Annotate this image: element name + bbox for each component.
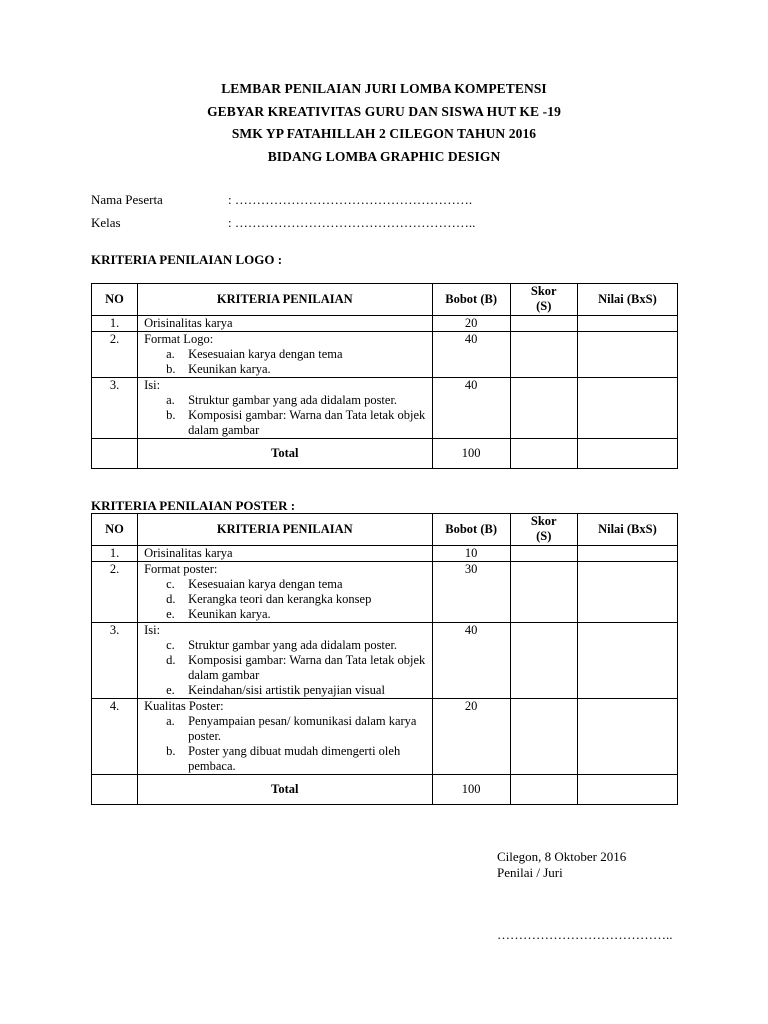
bobot-value: 20: [432, 316, 510, 332]
criteria-cell: [138, 546, 433, 562]
sub-criteria-list: [138, 577, 432, 622]
skor-cell[interactable]: [510, 623, 577, 699]
sub-criteria-marker: b.: [166, 744, 176, 758]
sub-criteria-marker: e.: [166, 683, 175, 697]
sub-criteria-text: Keunikan karya.: [188, 362, 271, 376]
sub-criteria-item: [138, 347, 432, 362]
sub-criteria-item: [138, 744, 432, 774]
col-skor-line1: Skor: [530, 514, 557, 528]
sub-criteria-text: Struktur gambar yang ada didalam poster.: [188, 638, 398, 652]
sub-criteria-text: Keunikan karya.: [188, 607, 271, 621]
sub-criteria-marker: a.: [166, 714, 175, 728]
sub-criteria-item: [138, 393, 432, 408]
total-no-cell: [92, 439, 138, 469]
sub-criteria-text: Komposisi gambar: Warna dan Tata letak objek dalam gambar: [188, 653, 426, 682]
col-bobot-header: Bobot (B): [432, 284, 510, 316]
criteria-main-text: Orisinalitas karya: [144, 316, 233, 330]
criteria-row: [92, 332, 678, 378]
sub-criteria-item: [138, 714, 432, 744]
sub-criteria-item: [138, 653, 432, 683]
row-number: 1.: [92, 546, 138, 562]
col-no-header: NO: [92, 284, 138, 316]
nilai-cell[interactable]: [577, 316, 677, 332]
sub-criteria-item: [138, 607, 432, 622]
signature-role: Penilai / Juri: [497, 865, 563, 880]
criteria-main-text: Format Logo:: [144, 332, 214, 346]
skor-cell[interactable]: [510, 332, 577, 378]
header-line-1: LEMBAR PENILAIAN JURI LOMBA KOMPETENSI: [221, 81, 547, 96]
col-skor-line2: (S): [536, 529, 552, 543]
sub-criteria-marker: d.: [166, 653, 176, 667]
criteria-row: [92, 623, 678, 699]
signature-place-date: Cilegon, 8 Oktober 2016: [497, 849, 627, 864]
sub-criteria-marker: c.: [166, 577, 175, 591]
col-kriteria-header: KRITERIA PENILAIAN: [138, 514, 433, 546]
col-bobot-header: Bobot (B): [432, 514, 510, 546]
col-skor-header: [510, 514, 577, 546]
sub-criteria-marker: b.: [166, 408, 176, 422]
sub-criteria-text: Kesesuaian karya dengan tema: [188, 577, 343, 591]
sub-criteria-text: Komposisi gambar: Warna dan Tata letak objek dalam gambar: [188, 408, 426, 437]
bobot-value: 10: [432, 546, 510, 562]
criteria-row: [92, 378, 678, 439]
logo-rows: [92, 316, 678, 439]
sub-criteria-item: [138, 362, 432, 377]
sub-criteria-text: Kesesuaian karya dengan tema: [188, 347, 343, 361]
nama-peserta-field: [91, 192, 472, 208]
header-line-4: BIDANG LOMBA GRAPHIC DESIGN: [267, 148, 501, 164]
criteria-cell: [138, 332, 433, 378]
sub-criteria-item: [138, 408, 432, 438]
nilai-cell[interactable]: [577, 546, 677, 562]
poster-criteria-table: [91, 513, 678, 805]
nama-peserta-label: Nama Peserta: [91, 192, 163, 207]
criteria-row: [92, 316, 678, 332]
row-number: 3.: [92, 623, 138, 699]
nilai-cell[interactable]: [577, 378, 677, 439]
poster-section-title: KRITERIA PENILAIAN POSTER :: [91, 498, 296, 513]
sub-criteria-list: [138, 638, 432, 698]
criteria-main-text: Kualitas Poster:: [144, 699, 224, 713]
nilai-cell[interactable]: [577, 332, 677, 378]
bobot-value: 20: [432, 699, 510, 775]
logo-total-skor-cell[interactable]: [510, 439, 577, 469]
skor-cell[interactable]: [510, 562, 577, 623]
sub-criteria-item: [138, 683, 432, 698]
bobot-value: 30: [432, 562, 510, 623]
sub-criteria-text: Kerangka teori dan kerangka konsep: [188, 592, 372, 606]
sub-criteria-marker: a.: [166, 393, 175, 407]
total-label: Total: [138, 775, 433, 805]
logo-total-value: 100: [432, 439, 510, 469]
criteria-cell: [138, 562, 433, 623]
nilai-cell[interactable]: [577, 623, 677, 699]
sub-criteria-marker: a.: [166, 347, 175, 361]
row-number: 3.: [92, 378, 138, 439]
row-number: 1.: [92, 316, 138, 332]
sub-criteria-list: [138, 714, 432, 774]
document-header: [0, 78, 768, 168]
logo-section-title: KRITERIA PENILAIAN LOGO :: [91, 252, 283, 267]
signature-line: …………………………………..: [497, 927, 673, 942]
poster-rows: [92, 546, 678, 775]
criteria-main-text: Orisinalitas karya: [144, 546, 233, 560]
sub-criteria-item: [138, 577, 432, 592]
sub-criteria-marker: b.: [166, 362, 176, 376]
sub-criteria-marker: c.: [166, 638, 175, 652]
col-nilai-header: Nilai (BxS): [577, 514, 677, 546]
bobot-value: 40: [432, 378, 510, 439]
poster-total-skor-cell[interactable]: [510, 775, 577, 805]
sub-criteria-item: [138, 592, 432, 607]
row-number: 2.: [92, 562, 138, 623]
kelas-label: Kelas: [91, 215, 121, 230]
criteria-row: [92, 546, 678, 562]
header-line-3: SMK YP FATAHILLAH 2 CILEGON TAHUN 2016: [231, 126, 537, 141]
sub-criteria-text: Struktur gambar yang ada didalam poster.: [188, 393, 398, 407]
row-number: 4.: [92, 699, 138, 775]
kelas-field: [91, 215, 475, 231]
col-skor-header: [510, 284, 577, 316]
total-no-cell: [92, 775, 138, 805]
col-no-header: NO: [92, 514, 138, 546]
criteria-cell: [138, 699, 433, 775]
logo-total-nilai-cell[interactable]: [577, 439, 677, 469]
sub-criteria-text: Penyampaian pesan/ komunikasi dalam karya poster.: [188, 714, 417, 743]
nilai-cell[interactable]: [577, 562, 677, 623]
skor-cell[interactable]: [510, 699, 577, 775]
criteria-main-text: Isi:: [144, 378, 161, 392]
criteria-main-text: Isi:: [144, 623, 161, 637]
col-skor-line1: Skor: [530, 284, 557, 298]
sub-criteria-text: Keindahan/sisi artistik penyajian visual: [188, 683, 385, 697]
logo-criteria-table: [91, 283, 678, 469]
sub-criteria-marker: e.: [166, 607, 175, 621]
skor-cell[interactable]: [510, 316, 577, 332]
skor-cell[interactable]: [510, 378, 577, 439]
skor-cell[interactable]: [510, 546, 577, 562]
row-number: 2.: [92, 332, 138, 378]
bobot-value: 40: [432, 623, 510, 699]
poster-total-nilai-cell[interactable]: [577, 775, 677, 805]
sub-criteria-list: [138, 393, 432, 438]
poster-total-value: 100: [432, 775, 510, 805]
sub-criteria-text: Poster yang dibuat mudah dimengerti oleh pembaca.: [188, 744, 401, 773]
header-line-2: GEBYAR KREATIVITAS GURU DAN SISWA HUT KE -19: [207, 103, 561, 119]
col-nilai-header: Nilai (BxS): [577, 284, 677, 316]
criteria-cell: [138, 623, 433, 699]
criteria-cell: [138, 316, 433, 332]
criteria-cell: [138, 378, 433, 439]
kelas-blank: : ………………………………………………..: [228, 215, 476, 230]
criteria-row: [92, 699, 678, 775]
sub-criteria-marker: d.: [166, 592, 176, 606]
bobot-value: 40: [432, 332, 510, 378]
criteria-main-text: Format poster:: [144, 562, 218, 576]
sub-criteria-item: [138, 638, 432, 653]
total-label: Total: [138, 439, 433, 469]
nama-peserta-blank: : ……………………………………………….: [228, 192, 473, 207]
nilai-cell[interactable]: [577, 699, 677, 775]
col-skor-line2: (S): [536, 299, 552, 313]
col-kriteria-header: KRITERIA PENILAIAN: [138, 284, 433, 316]
sub-criteria-list: [138, 347, 432, 377]
criteria-row: [92, 562, 678, 623]
